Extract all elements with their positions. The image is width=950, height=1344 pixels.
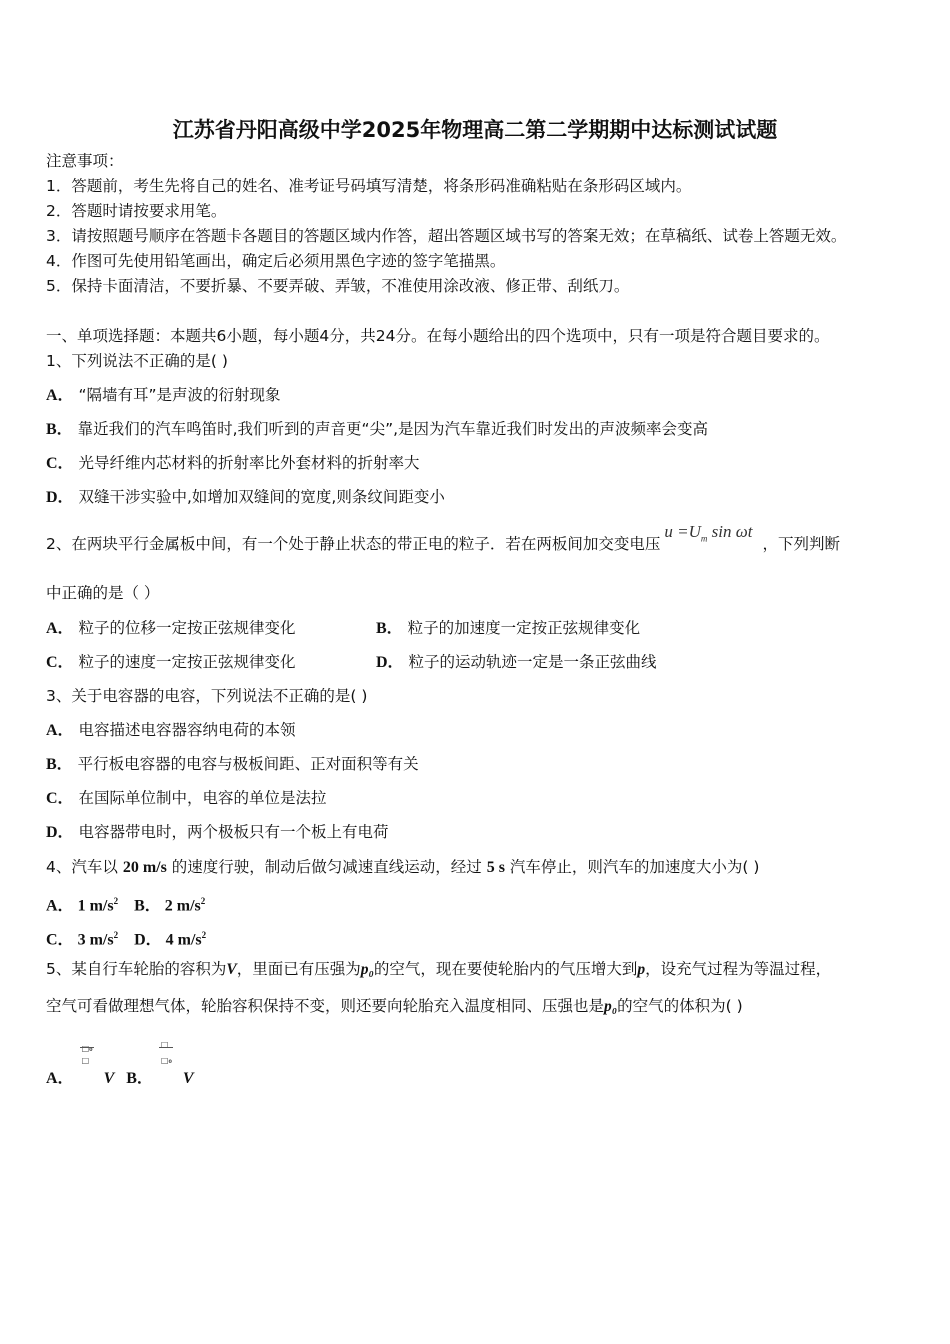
q2-option-d: D． 粒子的运动轨迹一定是一条正弦曲线 <box>376 653 657 671</box>
q3-option-d: D． 电容器带电时，两个极板只有一个板上有电荷 <box>46 823 389 841</box>
voltage-formula: $u =U_m$ sin ωt <box>664 522 753 544</box>
fraction-a: □₀ □ <box>81 1044 93 1065</box>
notice-item: 4．作图可先使用铅笔画出，确定后必须用黑色字迹的签字笔描黑。 <box>46 252 506 270</box>
q2-option-b: B． 粒子的加速度一定按正弦规律变化 <box>376 619 641 637</box>
q1-option-b: B． 靠近我们的汽车鸣笛时,我们听到的声音更“尖”,是因为汽车靠近我们时发出的声波频率会变高 <box>46 420 709 438</box>
q5-options: A． □₀ □ V B． $\frac{□}{\text{□₀}}$ V <box>46 1040 194 1087</box>
question-2-stem-cont: 中正确的是（ ） <box>46 584 160 602</box>
q3-option-b: B． 平行板电容器的电容与极板间距、正对面积等有关 <box>46 755 419 773</box>
question-5-stem-cont: 空气可看做理想气体，轮胎容积保持不变，则还要向轮胎充入温度相同、压强也是p₀的空气的体积为( ) <box>46 997 743 1015</box>
notice-item: 1．答题前，考生先将自己的姓名、准考证号码填写清楚，将条形码准确粘贴在条形码区域内。 <box>46 177 692 195</box>
fraction-b: $\frac{□}{\text{□₀}}$ <box>160 1040 172 1065</box>
q4-options-cd: C． 3 $m/s^2$ D． 4 $m/s^2$ <box>46 930 207 949</box>
question-3-stem: 3、关于电容器的电容，下列说法不正确的是( ) <box>46 687 368 705</box>
q3-option-c: C． 在国际单位制中，电容的单位是法拉 <box>46 789 327 807</box>
section-heading: 一、单项选择题：本题共6小题，每小题4分，共24分。在每小题给出的四个选项中，只有一项是符合题目要求的。 <box>46 327 830 345</box>
notice-item: 2．答题时请按要求用笔。 <box>46 202 227 220</box>
notice-item: 5．保持卡面清洁，不要折暴、不要弄破、弄皱，不准使用涂改液、修正带、刮纸刀。 <box>46 277 630 295</box>
q1-option-d: D． 双缝干涉实验中,如增加双缝间的宽度,则条纹间距变小 <box>46 488 445 506</box>
question-2-stem: 2、在两块平行金属板中间，有一个处于静止状态的带正电的粒子．若在两板间加交变电压$u =U_m$ sin ωt，下列判断 <box>46 522 840 553</box>
question-1-stem: 1、下列说法不正确的是( ) <box>46 352 228 370</box>
q3-option-a: A． 电容描述电容器容纳电荷的本领 <box>46 721 296 739</box>
question-5-stem: 5、某自行车轮胎的容积为V，里面已有压强为p₀的空气，现在要使轮胎内的气压增大到p，设充气过程为等温过程， <box>46 960 832 978</box>
page-title: 江苏省丹阳高级中学2025年物理高二第二学期期中达标测试试题 <box>172 118 778 142</box>
question-4-stem: 4、汽车以 20 m/s 的速度行驶，制动后做匀减速直线运动，经过 5 s 汽车停止，则汽车的加速度大小为( ) <box>46 858 760 876</box>
q1-option-a: A． “隔墙有耳”是声波的衍射现象 <box>46 386 281 404</box>
q1-option-c: C． 光导纤维内芯材料的折射率比外套材料的折射率大 <box>46 454 420 472</box>
q2-option-c: C． 粒子的速度一定按正弦规律变化 <box>46 653 296 671</box>
q4-options-ab: A． 1 $m/s^2$ B． 2 $m/s^2$ <box>46 896 206 915</box>
notice-item: 3．请按照题号顺序在答题卡各题目的答题区域内作答，超出答题区域书写的答案无效；在草稿纸、试卷上答题无效。 <box>46 227 847 245</box>
q2-option-a: A． 粒子的位移一定按正弦规律变化 <box>46 619 296 637</box>
notice-heading: 注意事项： <box>46 152 124 170</box>
